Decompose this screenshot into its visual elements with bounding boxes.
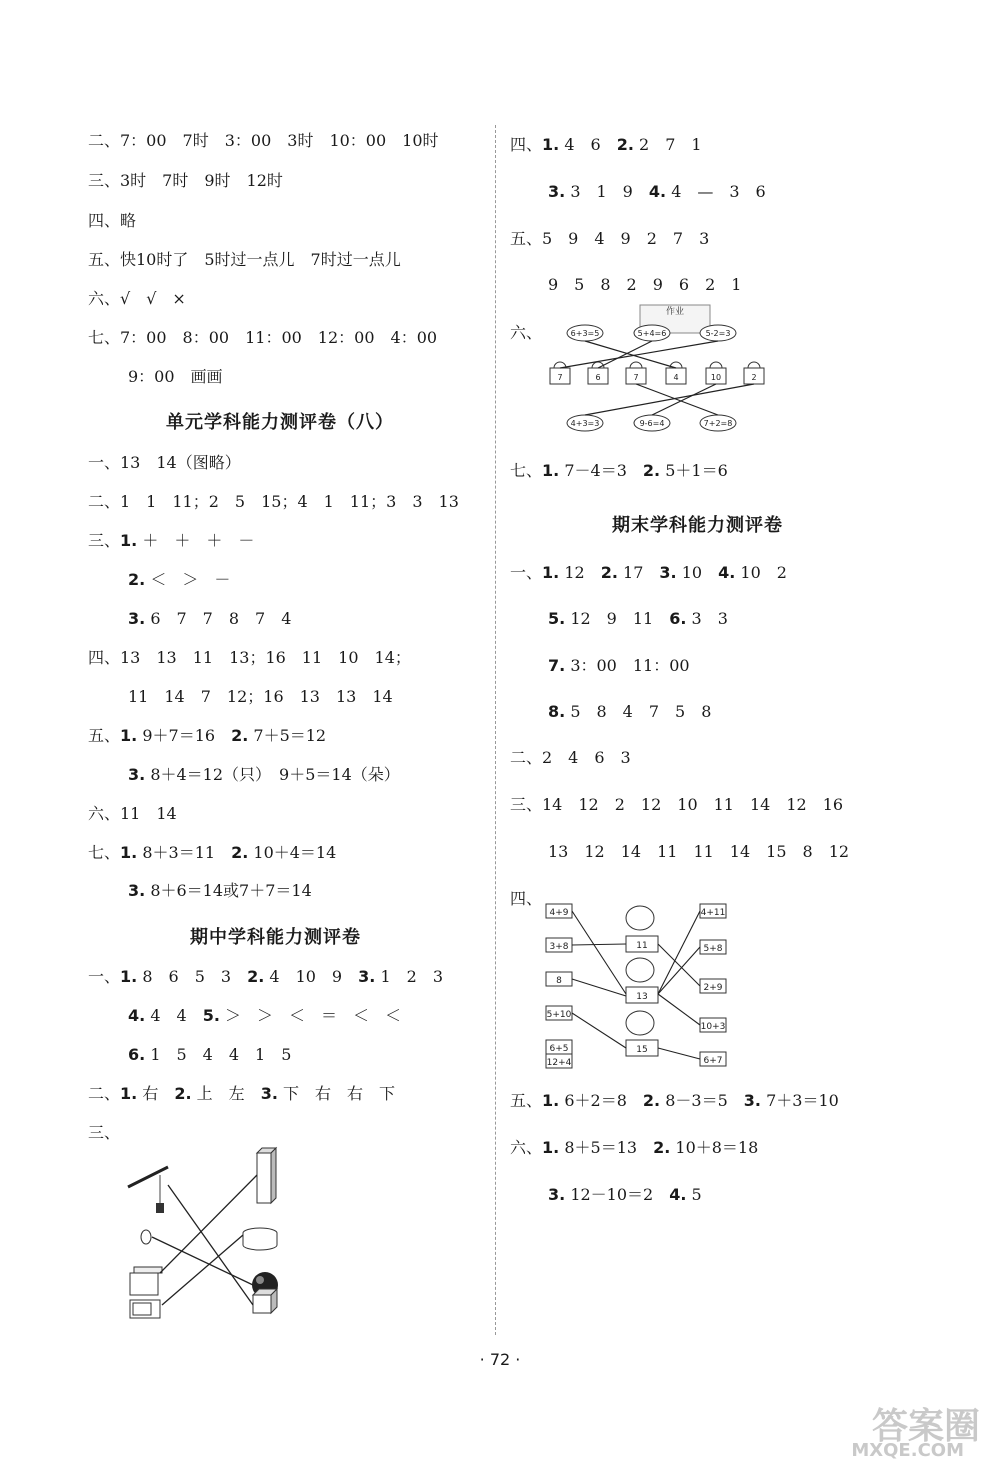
carrot-label: 10+3 [700,1022,726,1032]
answer-line: 13 12 14 11 11 14 15 8 12 [548,842,850,861]
cylinder-icon [243,1228,277,1250]
item-answer: 6＋2＝8 [564,1091,627,1110]
fruit-top-3 [700,325,736,341]
item-prefix: 七、 [88,843,121,862]
answer-line: 一、13 14（图略） [88,453,241,472]
item-number: 4. [128,1006,146,1025]
item-number: 6. [669,609,687,628]
box-icon [130,1267,162,1295]
item-answer: 5＋1＝6 [665,461,728,480]
section-heading: 单元学科能力测评卷（八） [166,412,394,433]
carrot-label: 2+9 [703,983,723,993]
answer-line [510,134,702,156]
fruit-label: 5-2=3 [705,329,731,338]
item-number: 7. [548,656,566,675]
lock-label: 7 [557,373,563,382]
item-answer: 下 右 右 下 [283,1084,396,1103]
item-answer: 9＋7＝16 [142,726,216,745]
item-prefix: 六、 [510,1138,543,1157]
answer-line [128,1044,291,1066]
answer-line: 六、11 14 [88,804,177,823]
answer-line [548,181,766,203]
item-answer: 8＋3＝11 [142,843,216,862]
answer-line [548,701,711,723]
section-heading: 期中学科能力测评卷 [190,927,361,948]
answer-line [128,1005,401,1027]
item-answer: 5 [691,1185,702,1204]
carrot-label: 5+8 [703,944,723,954]
answer-line: 六、√ √ × [88,289,186,308]
item-number: 3. [358,967,376,986]
item-answer: 3：00 11：00 [570,656,690,675]
item-number: 3. [260,1084,278,1103]
microwave-icon [130,1300,160,1318]
item-number: 1. [120,531,138,550]
answer-line: 三、14 12 2 12 10 11 14 12 16 [510,795,844,814]
item-answer: 7＋3＝10 [766,1091,839,1110]
carrot-right-2 [700,940,726,954]
lock-3 [626,362,646,384]
carrot-label: 4+9 [549,908,569,918]
item-answer: 8 6 5 3 [142,967,232,986]
item-answer: 4 — 3 6 [671,182,766,201]
lock-6 [744,362,764,384]
item-answer: 1 5 4 4 1 5 [150,1045,292,1064]
cuboid-icon [257,1148,276,1203]
item-answer: 10 2 [740,563,787,582]
lock-label: 4 [673,373,679,382]
item-prefix: 五、 [510,1091,543,1110]
item-answer: ＜ ＞ － [150,570,231,589]
page-number: · 72 · [479,1350,521,1369]
board-label: 作业 [665,307,685,317]
item-prefix: 七、 [510,461,543,480]
rabbit-label: 15 [636,1045,648,1055]
item-number: 3. [128,609,146,628]
rabbit-3 [626,1011,658,1056]
answer-line [548,608,728,630]
item-number: 2. [231,843,249,862]
item-answer: 8＋5＝13 [564,1138,638,1157]
item-answer: ＞ ＞ ＜ ＝ ＜ ＜ [225,1006,402,1025]
answer-line: 二、1 1 11；2 5 15；4 1 11；3 3 13 [88,492,459,511]
item-number: 5. [202,1006,220,1025]
fruit-label: 4+3=3 [570,419,600,428]
answer-line [128,608,291,630]
answer-line [88,725,326,747]
lock-label: 2 [751,373,757,382]
item-prefix: 一、 [88,967,121,986]
answer-line [88,842,336,864]
ball-icon [141,1230,151,1244]
matching-lines [572,911,700,1059]
item-answer: 2 7 1 [639,135,702,154]
carrot-left-5 [546,1040,572,1054]
carrot-right-1 [700,904,726,918]
item-prefix: 五、 [88,726,121,745]
object-matching-figure [120,1145,300,1320]
answer-line: 五、5 9 4 9 2 7 3 [510,229,710,248]
item-number: 1. [542,1138,560,1157]
fruit-label: 9-6=4 [639,419,665,428]
carrot-label: 8 [556,976,562,986]
item-number: 3. [548,182,566,201]
item-answer: 4 10 9 [269,967,343,986]
lock-2 [588,362,608,384]
item-answer: 4 6 [564,135,601,154]
fruit-label: 5+4=6 [637,329,667,338]
answer-line [548,655,690,677]
item-number: 2. [653,1138,671,1157]
item-answer: 10＋8＝18 [675,1138,759,1157]
carrot-right-5 [700,1052,726,1066]
stick-icon [128,1167,168,1213]
item-number: 2. [247,967,265,986]
carrot-right-4 [700,1018,726,1032]
carrot-label: 4+11 [700,908,726,918]
fruit-label: 7+2=8 [703,419,733,428]
item-answer: 7＋5＝12 [253,726,327,745]
answer-line [510,460,728,482]
item-number: 3. [128,765,146,784]
item-number: 2. [231,726,249,745]
item-answer: 6 7 7 8 7 4 [150,609,292,628]
watermark-logo: 答案圈 [871,1406,980,1447]
lock-1 [550,362,570,384]
item-number: 2. [642,461,661,480]
item-number: 4. [669,1185,687,1204]
item-number: 1. [542,1091,560,1110]
item-number: 3. [128,881,146,900]
answer-line: 四、 [510,889,543,908]
fruit-label: 6+3=5 [570,329,600,338]
answer-line [510,562,787,584]
item-answer: 5 8 4 7 5 8 [570,702,712,721]
answer-line: 11 14 7 12；16 13 13 14 [128,687,393,706]
lock-label: 6 [595,373,601,382]
answer-line [510,1090,839,1112]
carrot-label: 6+7 [703,1056,723,1066]
carrot-left-1 [546,904,572,918]
item-number: 1. [542,135,560,154]
carrot-label: 12+4 [546,1058,572,1068]
fruit-bottom-1 [567,415,603,431]
item-answer: 8＋4＝12（只） 9＋5＝14（朵） [150,765,400,784]
answer-line [88,530,254,552]
answer-line [88,1083,395,1105]
answer-line: 五、快10时了 5时过一点儿 7时过一点儿 [88,250,401,269]
item-answer: 12 9 11 [570,609,654,628]
fruit-top-1 [567,325,603,341]
lock-label: 7 [633,373,639,382]
fruit-bottom-3 [700,415,736,431]
fruit-bottom-2 [634,415,670,431]
item-answer: ＋ ＋ ＋ － [142,531,255,550]
answer-line: 9 5 8 2 9 6 2 1 [548,275,742,294]
item-answer: 4 4 [150,1006,187,1025]
item-prefix: 二、 [88,1084,121,1103]
item-answer: 7－4＝3 [564,461,627,480]
answer-line: 七、7：00 8：00 11：00 12：00 4：00 [88,328,438,347]
answer-line: 9：00 画画 [128,367,223,386]
item-answer: 10 [681,563,703,582]
item-number: 1. [120,843,138,862]
item-answer: 1 2 3 [380,967,443,986]
item-answer: 17 [623,563,644,582]
watermark-url: MXQE.COM [851,1440,964,1461]
item-answer: 8＋6＝14或7＋7＝14 [150,881,312,900]
item-number: 3. [659,563,677,582]
item-answer: 10＋4＝14 [253,843,337,862]
lock-matching-figure [540,300,780,440]
rabbit-1 [626,906,658,952]
item-number: 1. [542,563,560,582]
carrot-left-2 [546,938,572,952]
answer-line: 四、略 [88,211,137,230]
item-number: 8. [548,702,566,721]
item-number: 6. [128,1045,146,1064]
answer-line: 二、7：00 7时 3：00 3时 10：00 10时 [88,131,439,150]
answer-line [510,1137,758,1159]
rabbit-label: 13 [636,992,648,1002]
answer-line: 三、 [88,1123,121,1142]
item-answer: 上 左 [196,1084,245,1103]
item-answer: 3 3 [691,609,728,628]
column-divider [495,125,496,1335]
answer-line: 二、2 4 6 3 [510,748,631,767]
item-number: 2. [174,1084,192,1103]
item-answer: 右 [142,1084,159,1103]
item-number: 1. [542,461,560,480]
item-number: 1. [120,967,138,986]
carrot-label: 6+5 [549,1044,569,1054]
carrot-label: 5+10 [546,1010,572,1020]
rabbit-label: 11 [636,941,648,951]
lock-label: 10 [710,373,722,382]
item-number: 2. [128,570,146,589]
item-number: 5. [548,609,566,628]
answer-line [128,569,230,591]
answer-line [548,1184,702,1206]
carrot-label: 3+8 [549,942,569,952]
carrot-left-4 [546,1006,572,1020]
matching-lines [152,1175,257,1305]
item-number: 2. [642,1091,661,1110]
answer-line [88,966,443,988]
lock-5 [706,362,726,384]
item-number: 2. [600,563,618,582]
item-answer: 12－10＝2 [570,1185,654,1204]
item-number: 3. [548,1185,566,1204]
item-number: 1. [120,1084,138,1103]
section-heading: 期末学科能力测评卷 [612,515,783,536]
carrot-left-6 [546,1054,572,1068]
answer-line: 六、 [510,323,543,342]
item-answer: 12 [564,563,585,582]
carrot-left-3 [546,972,572,986]
answer-line [128,764,400,786]
carrot-right-3 [700,979,726,993]
item-prefix: 一、 [510,563,543,582]
carrot-rabbit-figure [540,888,740,1073]
item-prefix: 四、 [510,135,543,154]
item-number: 2. [616,135,634,154]
item-answer: 3 1 9 [570,182,633,201]
cube-icon [253,1289,277,1313]
item-number: 3. [743,1091,761,1110]
item-answer: 8－3＝5 [665,1091,728,1110]
item-number: 4. [648,182,667,201]
answer-line: 三、3时 7时 9时 12时 [88,171,283,190]
item-number: 1. [120,726,138,745]
rabbit-2 [626,958,658,1003]
fruit-top-2 [634,325,670,341]
answer-line [128,880,312,902]
answer-line: 四、13 13 11 13；16 11 10 14； [88,648,411,667]
item-prefix: 三、 [88,531,121,550]
item-number: 4. [718,563,736,582]
